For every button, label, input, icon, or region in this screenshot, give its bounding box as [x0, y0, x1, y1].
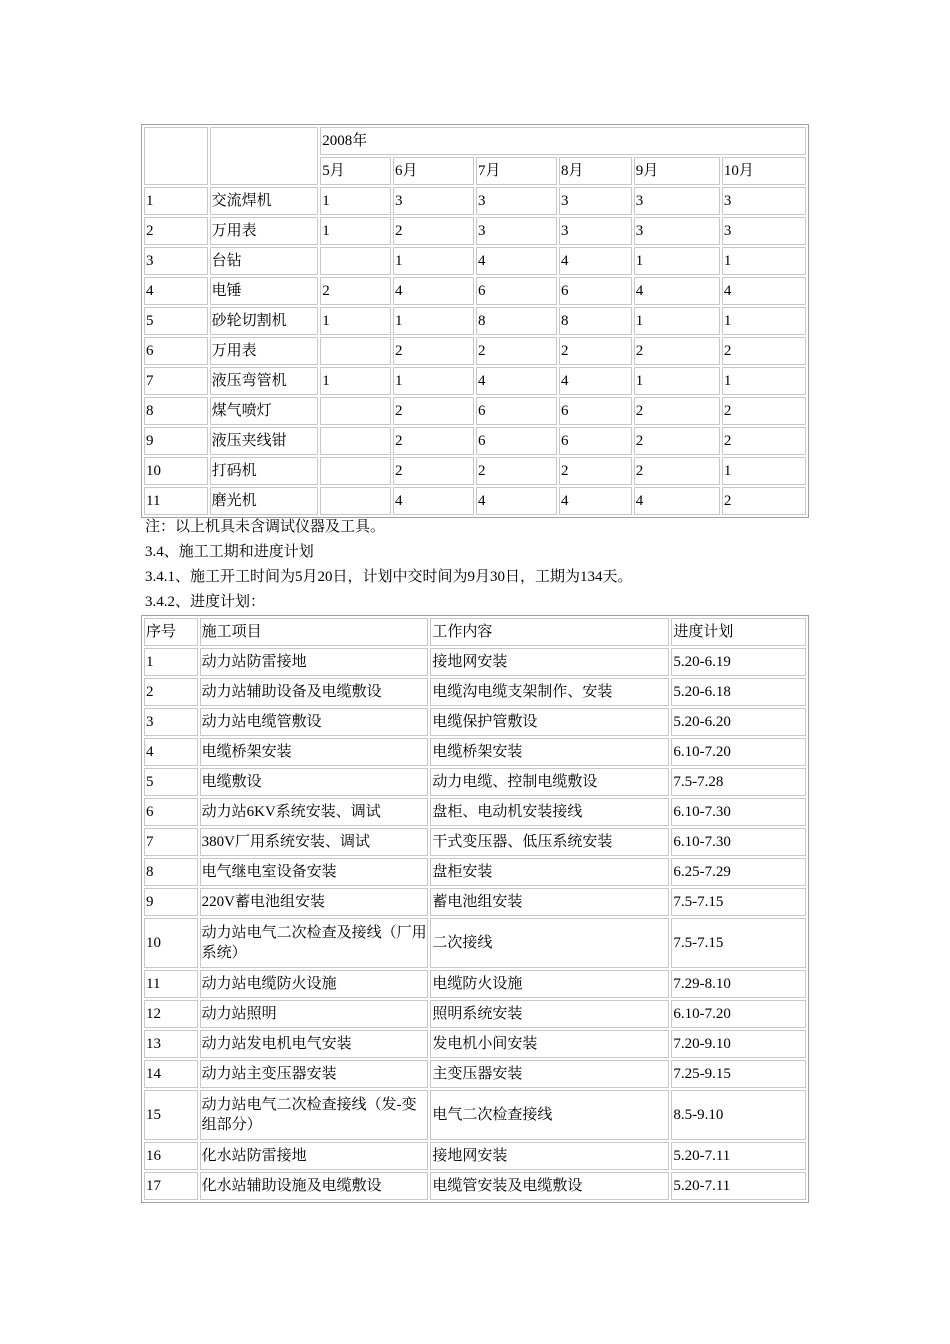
equipment-row: [144, 277, 806, 305]
equipment-qty: 2: [634, 427, 720, 455]
schedule-row: [144, 708, 806, 736]
equipment-qty: 8: [476, 307, 557, 335]
equipment-row: [144, 367, 806, 395]
equipment-qty: 3: [634, 217, 720, 245]
schedule-no: 1: [144, 648, 198, 676]
equipment-qty: 3: [722, 217, 806, 245]
equipment-qty: [320, 397, 391, 425]
schedule-content: 电缆桥架安装: [430, 738, 669, 766]
schedule-content: 接地网安装: [430, 648, 669, 676]
schedule-plan: 5.20-6.19: [671, 648, 806, 676]
equipment-no: 4: [144, 277, 208, 305]
schedule-plan: 6.10-7.30: [671, 828, 806, 856]
empty-header-cell: [210, 127, 319, 185]
equipment-row: [144, 337, 806, 365]
schedule-item: 动力站辅助设备及电缆敷设: [200, 678, 429, 706]
schedule-item: 化水站防雷接地: [200, 1142, 429, 1170]
schedule-no: 16: [144, 1142, 198, 1170]
equipment-qty: [320, 487, 391, 515]
equipment-name: 交流焊机: [210, 187, 319, 215]
schedule-plan: 5.20-7.11: [671, 1142, 806, 1170]
schedule-no: 10: [144, 918, 198, 968]
equipment-row: [144, 457, 806, 485]
equipment-row: [144, 427, 806, 455]
schedule-plan: 7.25-9.15: [671, 1060, 806, 1088]
header-content: 工作内容: [430, 618, 669, 646]
schedule-plan: 8.5-9.10: [671, 1090, 806, 1140]
equipment-qty: 2: [722, 337, 806, 365]
equipment-qty: 6: [559, 277, 632, 305]
schedule-item: 220V蓄电池组安装: [200, 888, 429, 916]
schedule-plan: 5.20-7.11: [671, 1172, 806, 1200]
equipment-name: 万用表: [210, 337, 319, 365]
schedule-content: 主变压器安装: [430, 1060, 669, 1088]
equipment-no: 6: [144, 337, 208, 365]
schedule-plan: 6.25-7.29: [671, 858, 806, 886]
equipment-row: [144, 187, 806, 215]
equipment-qty: 1: [393, 367, 474, 395]
equipment-qty: 3: [476, 187, 557, 215]
schedule-plan: 7.20-9.10: [671, 1030, 806, 1058]
equipment-qty: 8: [559, 307, 632, 335]
equipment-qty: 6: [476, 427, 557, 455]
schedule-content: 电缆沟电缆支架制作、安装: [430, 678, 669, 706]
month-header: 10月: [722, 157, 806, 185]
schedule-row: [144, 1060, 806, 1088]
schedule-content: 动力电缆、控制电缆敷设: [430, 768, 669, 796]
equipment-qty: 6: [559, 397, 632, 425]
schedule-no: 12: [144, 1000, 198, 1028]
schedule-content: 照明系统安装: [430, 1000, 669, 1028]
schedule-plan: 6.10-7.20: [671, 1000, 806, 1028]
schedule-no: 7: [144, 828, 198, 856]
schedule-content: 接地网安装: [430, 1142, 669, 1170]
equipment-row: [144, 217, 806, 245]
equipment-qty: 2: [393, 337, 474, 365]
header-item: 施工项目: [200, 618, 429, 646]
equipment-qty: 3: [476, 217, 557, 245]
equipment-no: 1: [144, 187, 208, 215]
schedule-item: 动力站照明: [200, 1000, 429, 1028]
equipment-qty: 1: [722, 307, 806, 335]
schedule-item: 动力站电气二次检查接线（发-变组部分）: [200, 1090, 429, 1140]
equipment-qty: 2: [722, 427, 806, 455]
equipment-qty: 1: [320, 217, 391, 245]
equipment-qty: 2: [634, 457, 720, 485]
equipment-qty: 2: [320, 277, 391, 305]
equipment-no: 10: [144, 457, 208, 485]
section-3-4-2: 3.4.2、进度计划：: [145, 594, 266, 610]
header-plan: 进度计划: [671, 618, 806, 646]
schedule-no: 9: [144, 888, 198, 916]
schedule-content: 蓄电池组安装: [430, 888, 669, 916]
equipment-no: 9: [144, 427, 208, 455]
schedule-item: 动力站电缆防火设施: [200, 970, 429, 998]
schedule-content: 电缆防火设施: [430, 970, 669, 998]
equipment-qty: 4: [393, 277, 474, 305]
equipment-qty: 1: [320, 367, 391, 395]
equipment-table: [141, 124, 809, 518]
schedule-row: [144, 970, 806, 998]
month-header: 8月: [559, 157, 632, 185]
equipment-name: 液压夹线钳: [210, 427, 319, 455]
header-seq: 序号: [144, 618, 198, 646]
schedule-no: 13: [144, 1030, 198, 1058]
equipment-qty: 1: [722, 457, 806, 485]
equipment-qty: 1: [722, 247, 806, 275]
schedule-content: 盘柜安装: [430, 858, 669, 886]
schedule-no: 5: [144, 768, 198, 796]
equipment-qty: 2: [634, 397, 720, 425]
schedule-item: 化水站辅助设施及电缆敷设: [200, 1172, 429, 1200]
equipment-qty: 1: [320, 307, 391, 335]
schedule-row: [144, 798, 806, 826]
equipment-name: 台钻: [210, 247, 319, 275]
schedule-no: 17: [144, 1172, 198, 1200]
equipment-qty: 4: [393, 487, 474, 515]
schedule-item: 电气继电室设备安装: [200, 858, 429, 886]
equipment-qty: [320, 247, 391, 275]
equipment-name: 砂轮切割机: [210, 307, 319, 335]
schedule-item: 动力站电缆管敷设: [200, 708, 429, 736]
schedule-table-body: [144, 648, 806, 1200]
equipment-qty: 1: [393, 247, 474, 275]
schedule-plan: 7.5-7.28: [671, 768, 806, 796]
equipment-qty: 4: [722, 277, 806, 305]
equipment-name: 打码机: [210, 457, 319, 485]
schedule-row: [144, 828, 806, 856]
schedule-row: [144, 1030, 806, 1058]
equipment-row: [144, 307, 806, 335]
equipment-qty: 6: [476, 397, 557, 425]
equipment-qty: 2: [393, 397, 474, 425]
equipment-qty: 2: [559, 457, 632, 485]
equipment-qty: 1: [722, 367, 806, 395]
equipment-qty: 2: [722, 487, 806, 515]
schedule-no: 8: [144, 858, 198, 886]
equipment-qty: 4: [559, 247, 632, 275]
equipment-qty: 1: [634, 307, 720, 335]
equipment-qty: 4: [476, 487, 557, 515]
schedule-row: [144, 1090, 806, 1140]
schedule-content: 电缆保护管敷设: [430, 708, 669, 736]
equipment-qty: 3: [722, 187, 806, 215]
equipment-qty: [320, 457, 391, 485]
month-header: 5月: [320, 157, 391, 185]
equipment-name: 万用表: [210, 217, 319, 245]
equipment-qty: 6: [559, 427, 632, 455]
equipment-no: 7: [144, 367, 208, 395]
equipment-qty: 2: [393, 427, 474, 455]
schedule-header-row: [144, 618, 806, 646]
schedule-item: 电缆敷设: [200, 768, 429, 796]
schedule-content: 干式变压器、低压系统安装: [430, 828, 669, 856]
equipment-row: [144, 397, 806, 425]
equipment-note: 注：以上机具未含调试仪器及工具。: [145, 519, 386, 535]
equipment-name: 液压弯管机: [210, 367, 319, 395]
schedule-item: 动力站6KV系统安装、调试: [200, 798, 429, 826]
schedule-row: [144, 678, 806, 706]
equipment-no: 2: [144, 217, 208, 245]
schedule-row: [144, 1142, 806, 1170]
equipment-qty: 2: [476, 337, 557, 365]
schedule-row: [144, 888, 806, 916]
equipment-name: 磨光机: [210, 487, 319, 515]
equipment-qty: 3: [634, 187, 720, 215]
schedule-item: 电缆桥架安装: [200, 738, 429, 766]
schedule-plan: 7.29-8.10: [671, 970, 806, 998]
schedule-row: [144, 648, 806, 676]
schedule-content: 二次接线: [430, 918, 669, 968]
schedule-no: 11: [144, 970, 198, 998]
equipment-qty: [320, 427, 391, 455]
equipment-qty: 2: [393, 217, 474, 245]
schedule-plan: 5.20-6.20: [671, 708, 806, 736]
equipment-qty: 2: [634, 337, 720, 365]
schedule-row: [144, 738, 806, 766]
month-header: 7月: [476, 157, 557, 185]
schedule-item: 380V厂用系统安装、调试: [200, 828, 429, 856]
equipment-year-row: [144, 127, 806, 155]
equipment-row: [144, 487, 806, 515]
section-title: 3.4、施工工期和进度计划: [145, 544, 314, 560]
schedule-item: 动力站发电机电气安装: [200, 1030, 429, 1058]
schedule-content: 盘柜、电动机安装接线: [430, 798, 669, 826]
equipment-qty: 4: [559, 367, 632, 395]
equipment-qty: 1: [320, 187, 391, 215]
equipment-qty: 1: [634, 247, 720, 275]
schedule-item: 动力站电气二次检查及接线（厂用系统）: [200, 918, 429, 968]
schedule-no: 4: [144, 738, 198, 766]
equipment-no: 8: [144, 397, 208, 425]
equipment-qty: 4: [634, 487, 720, 515]
equipment-qty: 2: [559, 337, 632, 365]
schedule-no: 6: [144, 798, 198, 826]
schedule-plan: 7.5-7.15: [671, 888, 806, 916]
equipment-no: 11: [144, 487, 208, 515]
equipment-table-body: [144, 187, 806, 515]
schedule-plan: 7.5-7.15: [671, 918, 806, 968]
equipment-name: 煤气喷灯: [210, 397, 319, 425]
schedule-table: [141, 615, 809, 1203]
equipment-qty: 2: [722, 397, 806, 425]
year-header: 2008年: [320, 127, 806, 155]
equipment-row: [144, 247, 806, 275]
schedule-plan: 6.10-7.30: [671, 798, 806, 826]
equipment-qty: 3: [559, 187, 632, 215]
equipment-qty: 3: [559, 217, 632, 245]
equipment-no: 5: [144, 307, 208, 335]
schedule-no: 15: [144, 1090, 198, 1140]
schedule-plan: 5.20-6.18: [671, 678, 806, 706]
equipment-qty: 3: [393, 187, 474, 215]
schedule-content: 电缆管安装及电缆敷设: [430, 1172, 669, 1200]
equipment-qty: 4: [476, 367, 557, 395]
section-3-4-1: 3.4.1、施工开工时间为5月20日，计划中交时间为9月30日，工期为134天。: [145, 569, 633, 585]
schedule-item: 动力站主变压器安装: [200, 1060, 429, 1088]
equipment-qty: 6: [476, 277, 557, 305]
schedule-no: 14: [144, 1060, 198, 1088]
schedule-no: 3: [144, 708, 198, 736]
equipment-qty: 2: [393, 457, 474, 485]
schedule-row: [144, 1000, 806, 1028]
equipment-qty: 4: [634, 277, 720, 305]
month-header: 9月: [634, 157, 720, 185]
schedule-plan: 6.10-7.20: [671, 738, 806, 766]
schedule-content: 发电机小间安装: [430, 1030, 669, 1058]
schedule-row: [144, 1172, 806, 1200]
equipment-qty: 1: [634, 367, 720, 395]
equipment-qty: 4: [559, 487, 632, 515]
schedule-no: 2: [144, 678, 198, 706]
equipment-qty: [320, 337, 391, 365]
equipment-qty: 1: [393, 307, 474, 335]
equipment-name: 电锤: [210, 277, 319, 305]
equipment-no: 3: [144, 247, 208, 275]
month-header: 6月: [393, 157, 474, 185]
empty-header-cell: [144, 127, 208, 185]
schedule-item: 动力站防雷接地: [200, 648, 429, 676]
equipment-qty: 4: [476, 247, 557, 275]
equipment-qty: 2: [476, 457, 557, 485]
schedule-row: [144, 768, 806, 796]
schedule-row: [144, 858, 806, 886]
schedule-content: 电气二次检查接线: [430, 1090, 669, 1140]
schedule-row: [144, 918, 806, 968]
